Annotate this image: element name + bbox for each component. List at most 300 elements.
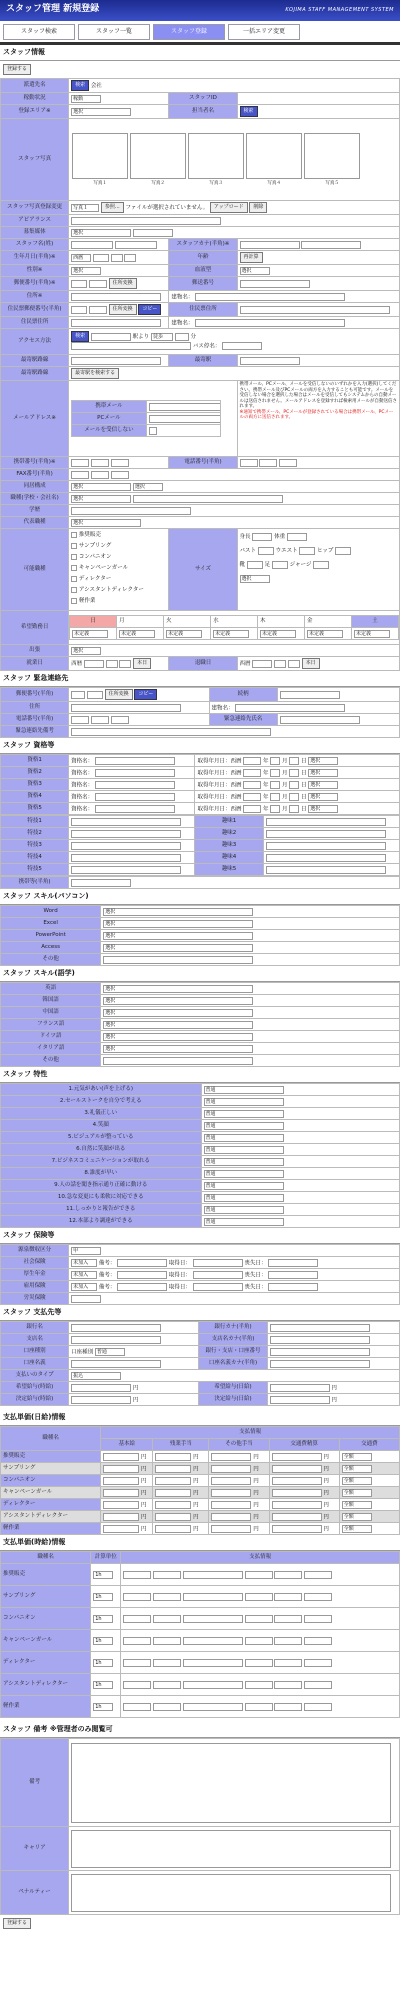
lang-other-input[interactable] bbox=[103, 1057, 253, 1065]
labor-input[interactable] bbox=[71, 1295, 101, 1303]
res-zip1[interactable] bbox=[71, 306, 87, 314]
acc-type-select[interactable]: 普通 bbox=[95, 1348, 125, 1356]
upload-button[interactable]: アップロード bbox=[210, 202, 248, 213]
size-select[interactable]: 選択 bbox=[240, 575, 270, 583]
res-zip2[interactable] bbox=[89, 306, 107, 314]
unit-select[interactable]: 1h bbox=[93, 1571, 113, 1579]
em-tel3[interactable] bbox=[111, 716, 129, 724]
h-base[interactable] bbox=[123, 1681, 151, 1689]
photo-slot[interactable] bbox=[188, 133, 244, 187]
day-select[interactable]: 未定義 bbox=[307, 630, 343, 638]
label: 11.しっかりと報告ができる bbox=[1, 1204, 202, 1216]
photo-slot[interactable] bbox=[72, 133, 128, 187]
label: 口座種別 bbox=[1, 1346, 69, 1358]
ins-select[interactable]: 未加入 bbox=[71, 1259, 97, 1267]
trans-pay[interactable] bbox=[272, 1465, 322, 1473]
kana-first-input[interactable] bbox=[301, 241, 361, 249]
company-text: 会社 bbox=[90, 83, 102, 89]
tab-bulk-area[interactable]: 一括エリア変更 bbox=[228, 24, 300, 40]
job-checkbox[interactable] bbox=[71, 598, 77, 604]
qual-month[interactable] bbox=[270, 793, 280, 801]
nearest-line-input[interactable] bbox=[71, 357, 161, 365]
other-pay[interactable] bbox=[211, 1513, 251, 1521]
mail-zip-input[interactable] bbox=[240, 280, 310, 288]
trait-select[interactable]: 普通 bbox=[204, 1086, 284, 1094]
hobby-input[interactable] bbox=[266, 830, 386, 838]
save-button[interactable]: 登録する bbox=[3, 64, 31, 75]
qual-select[interactable]: 選択 bbox=[308, 781, 338, 789]
skill-input[interactable] bbox=[71, 830, 181, 838]
h-ot[interactable] bbox=[153, 1593, 181, 1601]
em-zip2[interactable] bbox=[87, 691, 103, 699]
pc-skill-select[interactable]: 選択 bbox=[103, 932, 253, 940]
day-select[interactable]: 未定義 bbox=[260, 630, 296, 638]
qual-day[interactable] bbox=[289, 793, 299, 801]
building-input[interactable] bbox=[195, 293, 345, 301]
h-base[interactable] bbox=[123, 1659, 151, 1667]
ins-select[interactable]: 未加入 bbox=[71, 1283, 97, 1291]
mobile3[interactable] bbox=[111, 459, 129, 467]
dec-hour[interactable] bbox=[71, 1396, 131, 1404]
em-zip1[interactable] bbox=[71, 691, 85, 699]
overtime[interactable] bbox=[155, 1453, 191, 1461]
address-convert-button[interactable]: 住所変換 bbox=[109, 278, 137, 289]
qual-select[interactable]: 選択 bbox=[308, 769, 338, 777]
fax3[interactable] bbox=[111, 471, 129, 479]
h-base[interactable] bbox=[123, 1571, 151, 1579]
status-select[interactable]: 稼動 bbox=[71, 95, 101, 103]
label: 8.誰度が早い bbox=[1, 1168, 202, 1180]
day-select[interactable]: 未定義 bbox=[72, 630, 108, 638]
h-trans[interactable] bbox=[274, 1593, 302, 1601]
h-other[interactable] bbox=[245, 1571, 273, 1579]
em-name-input[interactable] bbox=[280, 716, 360, 724]
lang-skill-select[interactable]: 選択 bbox=[103, 1033, 253, 1041]
skill-input[interactable] bbox=[71, 842, 181, 850]
skill-input[interactable] bbox=[71, 854, 181, 862]
h-misc[interactable] bbox=[304, 1615, 332, 1623]
lang-skill-select[interactable]: 選択 bbox=[103, 985, 253, 993]
qual-select[interactable]: 選択 bbox=[308, 805, 338, 813]
em-tel1[interactable] bbox=[71, 716, 89, 724]
qual-month[interactable] bbox=[270, 769, 280, 777]
media-select[interactable]: 選択 bbox=[71, 229, 131, 237]
dec-day[interactable] bbox=[270, 1396, 330, 1404]
h-misc[interactable] bbox=[304, 1703, 332, 1711]
trans-pay[interactable] bbox=[272, 1501, 322, 1509]
trait-select[interactable]: 普通 bbox=[204, 1122, 284, 1130]
trans-select[interactable]: 全額 bbox=[342, 1513, 372, 1521]
trans-pay[interactable] bbox=[272, 1513, 322, 1521]
trip-select[interactable]: 選択 bbox=[71, 647, 101, 655]
qual-input[interactable] bbox=[95, 805, 175, 813]
label: 決定給与(時給) bbox=[1, 1394, 69, 1406]
em-copy-button[interactable]: コピー bbox=[134, 689, 157, 700]
pc-skill-select[interactable]: 選択 bbox=[103, 908, 253, 916]
trait-select[interactable]: 普通 bbox=[204, 1098, 284, 1106]
base-pay[interactable] bbox=[103, 1525, 139, 1533]
edu-input[interactable] bbox=[71, 507, 191, 515]
job-checkbox[interactable] bbox=[71, 587, 77, 593]
shoe-input[interactable] bbox=[247, 561, 263, 569]
trans-pay[interactable] bbox=[272, 1525, 322, 1533]
h-time[interactable] bbox=[183, 1615, 243, 1623]
other-pay[interactable] bbox=[211, 1501, 251, 1509]
blood-select[interactable]: 選択 bbox=[240, 267, 270, 275]
h-other[interactable] bbox=[245, 1659, 273, 1667]
hope-hour[interactable] bbox=[71, 1384, 131, 1392]
h-trans[interactable] bbox=[274, 1571, 302, 1579]
qual-year[interactable] bbox=[243, 769, 261, 777]
h-ot[interactable] bbox=[153, 1637, 181, 1645]
h-trans[interactable] bbox=[274, 1703, 302, 1711]
h-misc[interactable] bbox=[304, 1681, 332, 1689]
h-other[interactable] bbox=[245, 1637, 273, 1645]
trans-select[interactable]: 全額 bbox=[342, 1501, 372, 1509]
base-pay[interactable] bbox=[103, 1477, 139, 1485]
h-ot[interactable] bbox=[153, 1659, 181, 1667]
career-textarea[interactable] bbox=[71, 1830, 391, 1868]
base-pay[interactable] bbox=[103, 1513, 139, 1521]
browse-button[interactable]: 参照... bbox=[101, 202, 124, 213]
mobile2[interactable] bbox=[91, 459, 109, 467]
year-input[interactable] bbox=[93, 254, 109, 262]
foot-input[interactable] bbox=[272, 561, 288, 569]
sex-select[interactable]: 選択 bbox=[71, 267, 101, 275]
h-ot[interactable] bbox=[153, 1681, 181, 1689]
photo-slot[interactable] bbox=[246, 133, 302, 187]
recalc-button[interactable]: 再計算 bbox=[240, 252, 263, 263]
job-checkbox[interactable] bbox=[71, 554, 77, 560]
unit-select[interactable]: 1h bbox=[93, 1637, 113, 1645]
route-search-button[interactable]: 最寄駅を検索する bbox=[71, 368, 119, 379]
em-addr-input[interactable] bbox=[71, 704, 181, 712]
overtime[interactable] bbox=[155, 1501, 191, 1509]
h-time[interactable] bbox=[183, 1593, 243, 1601]
search-button[interactable]: 検索 bbox=[71, 80, 89, 91]
tel1[interactable] bbox=[240, 459, 258, 467]
trans-pay[interactable] bbox=[272, 1477, 322, 1485]
skill-input[interactable] bbox=[71, 866, 181, 874]
qual-year[interactable] bbox=[243, 805, 261, 813]
lang-skill-select[interactable]: 選択 bbox=[103, 1009, 253, 1017]
trait-select[interactable]: 普通 bbox=[204, 1170, 284, 1178]
qual-year[interactable] bbox=[243, 793, 261, 801]
em-rel-input[interactable] bbox=[280, 691, 340, 699]
line-input[interactable] bbox=[71, 342, 191, 350]
end-year[interactable] bbox=[252, 660, 272, 668]
acq-input[interactable] bbox=[193, 1271, 243, 1279]
end-day[interactable] bbox=[288, 660, 300, 668]
base-pay[interactable] bbox=[103, 1453, 139, 1461]
h-other[interactable] bbox=[245, 1703, 273, 1711]
trans-pay[interactable] bbox=[272, 1453, 322, 1461]
res-convert-button[interactable]: 住所変換 bbox=[109, 304, 137, 315]
era-select[interactable]: 西暦 bbox=[71, 254, 91, 262]
lost-input[interactable] bbox=[268, 1271, 318, 1279]
fax2[interactable] bbox=[91, 471, 109, 479]
ins-select[interactable]: 未加入 bbox=[71, 1271, 97, 1279]
label: 趣味1 bbox=[195, 816, 263, 828]
job-checkbox[interactable] bbox=[71, 543, 77, 549]
h-misc[interactable] bbox=[304, 1571, 332, 1579]
past-input[interactable] bbox=[71, 879, 131, 887]
fax1[interactable] bbox=[71, 471, 89, 479]
start-year[interactable] bbox=[84, 660, 104, 668]
qual-input[interactable] bbox=[95, 781, 175, 789]
trait-select[interactable]: 普通 bbox=[204, 1110, 284, 1118]
tax-select[interactable]: 甲 bbox=[71, 1247, 101, 1255]
h-misc[interactable] bbox=[304, 1593, 332, 1601]
bus-input[interactable] bbox=[222, 342, 262, 350]
remark-input[interactable] bbox=[117, 1271, 167, 1279]
other-pay[interactable] bbox=[211, 1477, 251, 1485]
h-time[interactable] bbox=[183, 1637, 243, 1645]
start-day[interactable] bbox=[119, 660, 131, 668]
h-trans[interactable] bbox=[274, 1637, 302, 1645]
walk-min[interactable] bbox=[175, 333, 189, 341]
job-checkbox[interactable] bbox=[71, 532, 77, 538]
h-base[interactable] bbox=[123, 1615, 151, 1623]
bust-input[interactable] bbox=[258, 547, 274, 555]
h-misc[interactable] bbox=[304, 1659, 332, 1667]
trait-select[interactable]: 普通 bbox=[204, 1206, 284, 1214]
photo-slot[interactable] bbox=[130, 133, 186, 187]
other-pay[interactable] bbox=[211, 1525, 251, 1533]
last-name-input[interactable] bbox=[71, 241, 113, 249]
h-other[interactable] bbox=[245, 1593, 273, 1601]
manager-search-button[interactable]: 検索 bbox=[240, 106, 258, 117]
overtime[interactable] bbox=[155, 1525, 191, 1533]
family-select[interactable]: 選択 bbox=[71, 483, 131, 491]
qual-input[interactable] bbox=[95, 769, 175, 777]
overtime[interactable] bbox=[155, 1489, 191, 1497]
h-time[interactable] bbox=[183, 1571, 243, 1579]
station-search-button[interactable]: 検索 bbox=[71, 331, 89, 342]
zip1-input[interactable] bbox=[71, 280, 87, 288]
other-pay[interactable] bbox=[211, 1453, 251, 1461]
h-base[interactable] bbox=[123, 1703, 151, 1711]
address-input[interactable] bbox=[71, 293, 161, 301]
qual-input[interactable] bbox=[95, 757, 175, 765]
today-button[interactable]: 本日 bbox=[302, 658, 320, 669]
lang-skill-select[interactable]: 選択 bbox=[103, 1045, 253, 1053]
overtime[interactable] bbox=[155, 1477, 191, 1485]
media-input[interactable] bbox=[133, 229, 173, 237]
hobby-input[interactable] bbox=[266, 818, 386, 826]
h-time[interactable] bbox=[183, 1703, 243, 1711]
res-address-input[interactable] bbox=[240, 306, 390, 314]
qual-select[interactable]: 選択 bbox=[308, 757, 338, 765]
h-trans[interactable] bbox=[274, 1659, 302, 1667]
trans-select[interactable]: 全額 bbox=[342, 1489, 372, 1497]
h-misc[interactable] bbox=[304, 1637, 332, 1645]
unit-select[interactable]: 1h bbox=[93, 1659, 113, 1667]
jersey-input[interactable] bbox=[313, 561, 329, 569]
pay-input[interactable] bbox=[71, 1324, 161, 1332]
area-select[interactable]: 選択 bbox=[71, 108, 131, 116]
other-pay[interactable] bbox=[211, 1489, 251, 1497]
mobile-mail-input[interactable] bbox=[149, 403, 221, 411]
em-tel2[interactable] bbox=[91, 716, 109, 724]
qual-year[interactable] bbox=[243, 781, 261, 789]
today-button[interactable]: 本日 bbox=[133, 658, 151, 669]
trans-select[interactable]: 全額 bbox=[342, 1477, 372, 1485]
kana-last-input[interactable] bbox=[240, 241, 300, 249]
walk-select[interactable]: 徒歩 bbox=[151, 333, 173, 341]
pc-other-input[interactable] bbox=[103, 956, 253, 964]
h-base[interactable] bbox=[123, 1637, 151, 1645]
occupation-select[interactable]: 選択 bbox=[71, 495, 131, 503]
qual-month[interactable] bbox=[270, 781, 280, 789]
label: 年齢 bbox=[169, 251, 237, 265]
family-select-2[interactable]: 選択 bbox=[133, 483, 163, 491]
year-label: 年 bbox=[262, 806, 269, 812]
delete-button[interactable]: 削除 bbox=[249, 202, 267, 213]
waist-input[interactable] bbox=[299, 547, 315, 555]
day-select[interactable]: 未定義 bbox=[354, 630, 390, 638]
nearest-input[interactable] bbox=[240, 357, 300, 365]
trans-select[interactable]: 全額 bbox=[342, 1465, 372, 1473]
no-mail-checkbox[interactable] bbox=[149, 427, 157, 435]
penalty-textarea[interactable] bbox=[71, 1874, 391, 1912]
hobby-input[interactable] bbox=[266, 854, 386, 862]
base-pay[interactable] bbox=[103, 1489, 139, 1497]
tab-staff-search[interactable]: スタッフ検索 bbox=[3, 24, 75, 40]
res-bldg-input[interactable] bbox=[195, 319, 345, 327]
overtime[interactable] bbox=[155, 1465, 191, 1473]
qual-select[interactable]: 選択 bbox=[308, 793, 338, 801]
zip2-input[interactable] bbox=[89, 280, 107, 288]
pay-input[interactable] bbox=[71, 1336, 161, 1344]
overtime[interactable] bbox=[155, 1513, 191, 1521]
h-time[interactable] bbox=[183, 1681, 243, 1689]
hope-day[interactable] bbox=[270, 1384, 330, 1392]
qual-day[interactable] bbox=[289, 769, 299, 777]
em-convert-button[interactable]: 住所変換 bbox=[105, 689, 133, 700]
end-month[interactable] bbox=[274, 660, 286, 668]
trait-select[interactable]: 普通 bbox=[204, 1146, 284, 1154]
qual-day[interactable] bbox=[289, 781, 299, 789]
qual-input[interactable] bbox=[95, 793, 175, 801]
appearance-input[interactable] bbox=[71, 217, 221, 225]
pc-skill-select[interactable]: 選択 bbox=[103, 920, 253, 928]
h-base[interactable] bbox=[123, 1593, 151, 1601]
month-input[interactable] bbox=[111, 254, 123, 262]
first-name-input[interactable] bbox=[115, 241, 157, 249]
hip-input[interactable] bbox=[335, 547, 351, 555]
h-other[interactable] bbox=[245, 1615, 273, 1623]
acq-input[interactable] bbox=[193, 1283, 243, 1291]
tab-staff-list[interactable]: スタッフ一覧 bbox=[78, 24, 150, 40]
h-trans[interactable] bbox=[274, 1681, 302, 1689]
trait-select[interactable]: 普通 bbox=[204, 1134, 284, 1142]
job-checkbox[interactable] bbox=[71, 565, 77, 571]
remark-input[interactable] bbox=[117, 1259, 167, 1267]
em-memo-input[interactable] bbox=[71, 728, 271, 736]
tab-staff-register[interactable]: スタッフ登録 bbox=[153, 24, 225, 40]
pay-kana-input[interactable] bbox=[270, 1336, 370, 1344]
pay-kana-input[interactable] bbox=[270, 1348, 370, 1356]
photo-slot[interactable] bbox=[304, 133, 360, 187]
trait-select[interactable]: 普通 bbox=[204, 1182, 284, 1190]
res-addr-input[interactable] bbox=[71, 319, 161, 327]
pay-kana-input[interactable] bbox=[270, 1324, 370, 1332]
qual-month[interactable] bbox=[270, 757, 280, 765]
h-ot[interactable] bbox=[153, 1615, 181, 1623]
unit-select[interactable]: 1h bbox=[93, 1593, 113, 1601]
weight-input[interactable] bbox=[287, 533, 307, 541]
station-input[interactable] bbox=[91, 333, 131, 341]
h-time[interactable] bbox=[183, 1659, 243, 1667]
base-pay[interactable] bbox=[103, 1465, 139, 1473]
h-ot[interactable] bbox=[153, 1703, 181, 1711]
lang-skill-select[interactable]: 選択 bbox=[103, 997, 253, 1005]
trait-select[interactable]: 普通 bbox=[204, 1194, 284, 1202]
start-month[interactable] bbox=[106, 660, 118, 668]
lost-input[interactable] bbox=[268, 1283, 318, 1291]
copy-button[interactable]: コピー bbox=[138, 304, 161, 315]
day-select[interactable]: 未定義 bbox=[119, 630, 155, 638]
acq-input[interactable] bbox=[193, 1259, 243, 1267]
hobby-input[interactable] bbox=[266, 866, 386, 874]
em-bldg-input[interactable] bbox=[235, 704, 345, 712]
trait-select[interactable]: 普通 bbox=[204, 1158, 284, 1166]
remark-input[interactable] bbox=[117, 1283, 167, 1291]
pay-type-select[interactable]: 振込 bbox=[71, 1372, 121, 1380]
lost-input[interactable] bbox=[268, 1259, 318, 1267]
day-input[interactable] bbox=[124, 254, 136, 262]
pc-skill-select[interactable]: 選択 bbox=[103, 944, 253, 952]
tel3[interactable] bbox=[279, 459, 297, 467]
pay-kana-input[interactable] bbox=[270, 1360, 370, 1368]
job-checkbox[interactable] bbox=[71, 576, 77, 582]
hobby-input[interactable] bbox=[266, 842, 386, 850]
qual-month[interactable] bbox=[270, 805, 280, 813]
other-pay[interactable] bbox=[211, 1465, 251, 1473]
day-label: 日 bbox=[301, 758, 307, 764]
trans-pay[interactable] bbox=[272, 1489, 322, 1497]
tel2[interactable] bbox=[259, 459, 277, 467]
trait-select[interactable]: 普通 bbox=[204, 1218, 284, 1226]
h-ot[interactable] bbox=[153, 1571, 181, 1579]
day-select[interactable]: 未定義 bbox=[166, 630, 202, 638]
mobile1[interactable] bbox=[71, 459, 89, 467]
pay-input[interactable] bbox=[71, 1360, 161, 1368]
trans-select[interactable]: 全額 bbox=[342, 1453, 372, 1461]
h-other[interactable] bbox=[245, 1681, 273, 1689]
unit-select[interactable]: 1h bbox=[93, 1703, 113, 1711]
qual-day[interactable] bbox=[289, 805, 299, 813]
height-input[interactable] bbox=[252, 533, 272, 541]
trans-select[interactable]: 全額 bbox=[342, 1525, 372, 1533]
save-button-bottom[interactable]: 登録する bbox=[3, 1918, 31, 1929]
main-job-select[interactable]: 選択 bbox=[71, 519, 141, 527]
lang-skill-select[interactable]: 選択 bbox=[103, 1021, 253, 1029]
base-pay[interactable] bbox=[103, 1501, 139, 1509]
occupation-input[interactable] bbox=[133, 495, 283, 503]
qual-year[interactable] bbox=[243, 757, 261, 765]
h-trans[interactable] bbox=[274, 1615, 302, 1623]
unit-select[interactable]: 1h bbox=[93, 1681, 113, 1689]
day-select[interactable]: 未定義 bbox=[213, 630, 249, 638]
unit-select[interactable]: 1h bbox=[93, 1615, 113, 1623]
pc-mail-input[interactable] bbox=[149, 415, 221, 423]
qual-day[interactable] bbox=[289, 757, 299, 765]
skill-input[interactable] bbox=[71, 818, 181, 826]
remark-textarea[interactable] bbox=[71, 1743, 391, 1823]
photo-select[interactable]: 写真１ bbox=[71, 204, 99, 212]
